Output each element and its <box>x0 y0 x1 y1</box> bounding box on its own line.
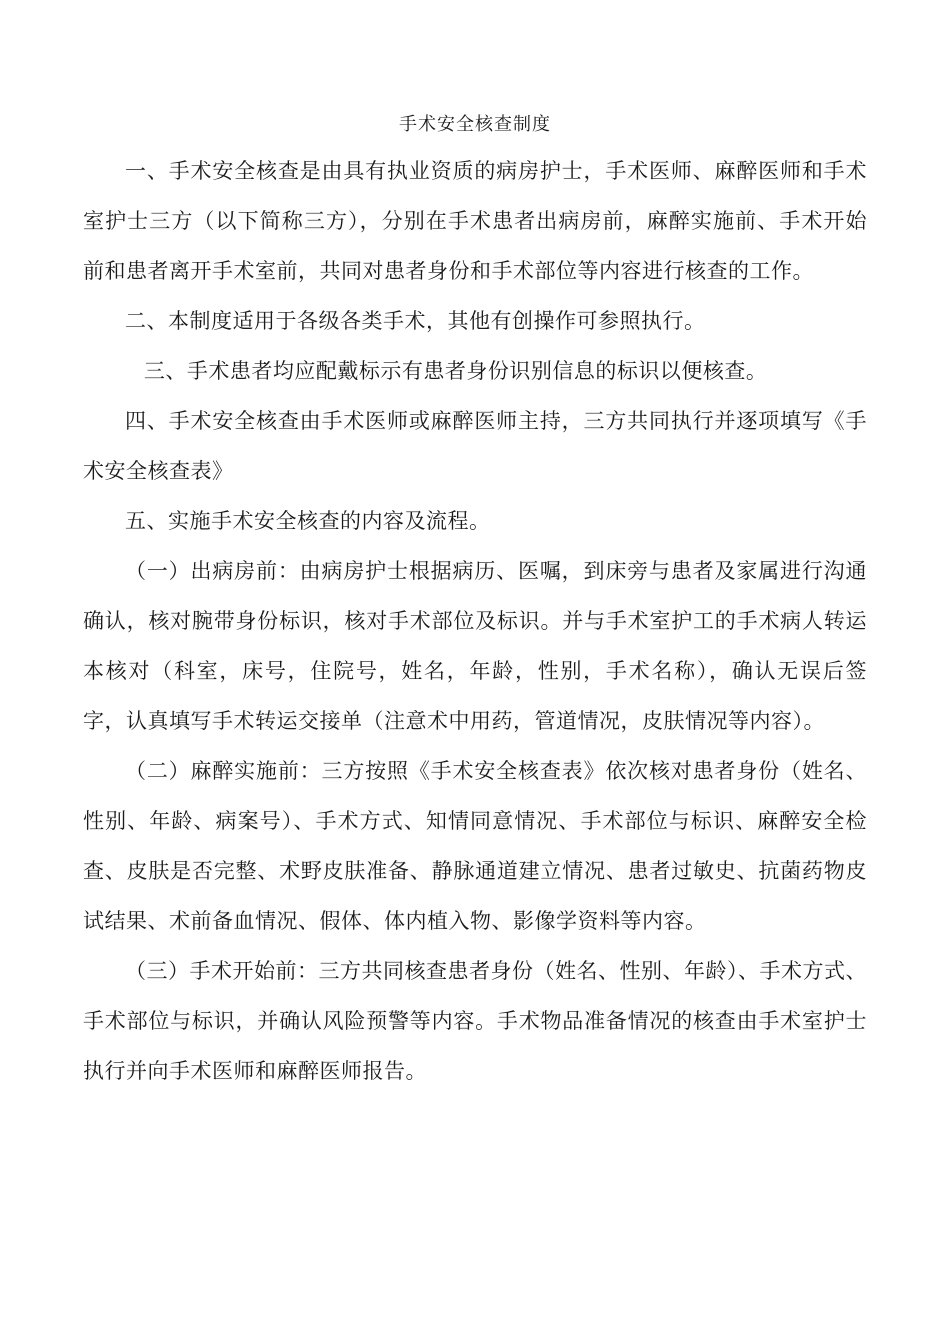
paragraph-8: （三）手术开始前：三方共同核查患者身份（姓名、性别、年龄）、手术方式、手术部位与标识，并确认风险预警等内容。手术物品准备情况的核查由手术室护士执行并向手术医师和麻醉医师报告。 <box>83 959 867 1083</box>
paragraph-7: （二）麻醉实施前：三方按照《手术安全核查表》依次核对患者身份（姓名、性别、年龄、病案号）、手术方式、知情同意情况、手术部位与标识、麻醉安全检查、皮肤是否完整、术野皮肤准备、静脉通道建立情况、患者过敏史、抗菌药物皮试结果、术前备血情况、假体、体内植入物、影像学资料等内容。 <box>83 759 867 933</box>
paragraph-6: （一）出病房前：由病房护士根据病历、医嘱，到床旁与患者及家属进行沟通确认，核对腕带身份标识，核对手术部位及标识。并与手术室护工的手术病人转运本核对（科室，床号，住院号，姓名，年龄，性别，手术名称），确认无误后签字，认真填写手术转运交接单（注意术中用药，管道情况，皮肤情况等内容）。 <box>83 559 867 733</box>
paragraph-3: 三、手术患者均应配戴标示有患者身份识别信息的标识以便核查。 <box>143 359 768 383</box>
paragraph-4: 四、手术安全核查由手术医师或麻醉医师主持，三方共同执行并逐项填写《手术安全核查表》 <box>83 409 867 483</box>
document-body <box>83 146 867 1096</box>
paragraph-1: 一、手术安全核查是由具有执业资质的病房护士，手术医师、麻醉医师和手术室护士三方（以下简称三方），分别在手术患者出病房前，麻醉实施前、手术开始前和患者离开手术室前，共同对患者身份和手术部位等内容进行核查的工作。 <box>83 159 867 283</box>
paragraph-2: 二、本制度适用于各级各类手术，其他有创操作可参照执行。 <box>125 309 706 333</box>
paragraph-5: 五、实施手术安全核查的内容及流程。 <box>125 509 491 533</box>
document-title: 手术安全核查制度 <box>399 114 551 135</box>
